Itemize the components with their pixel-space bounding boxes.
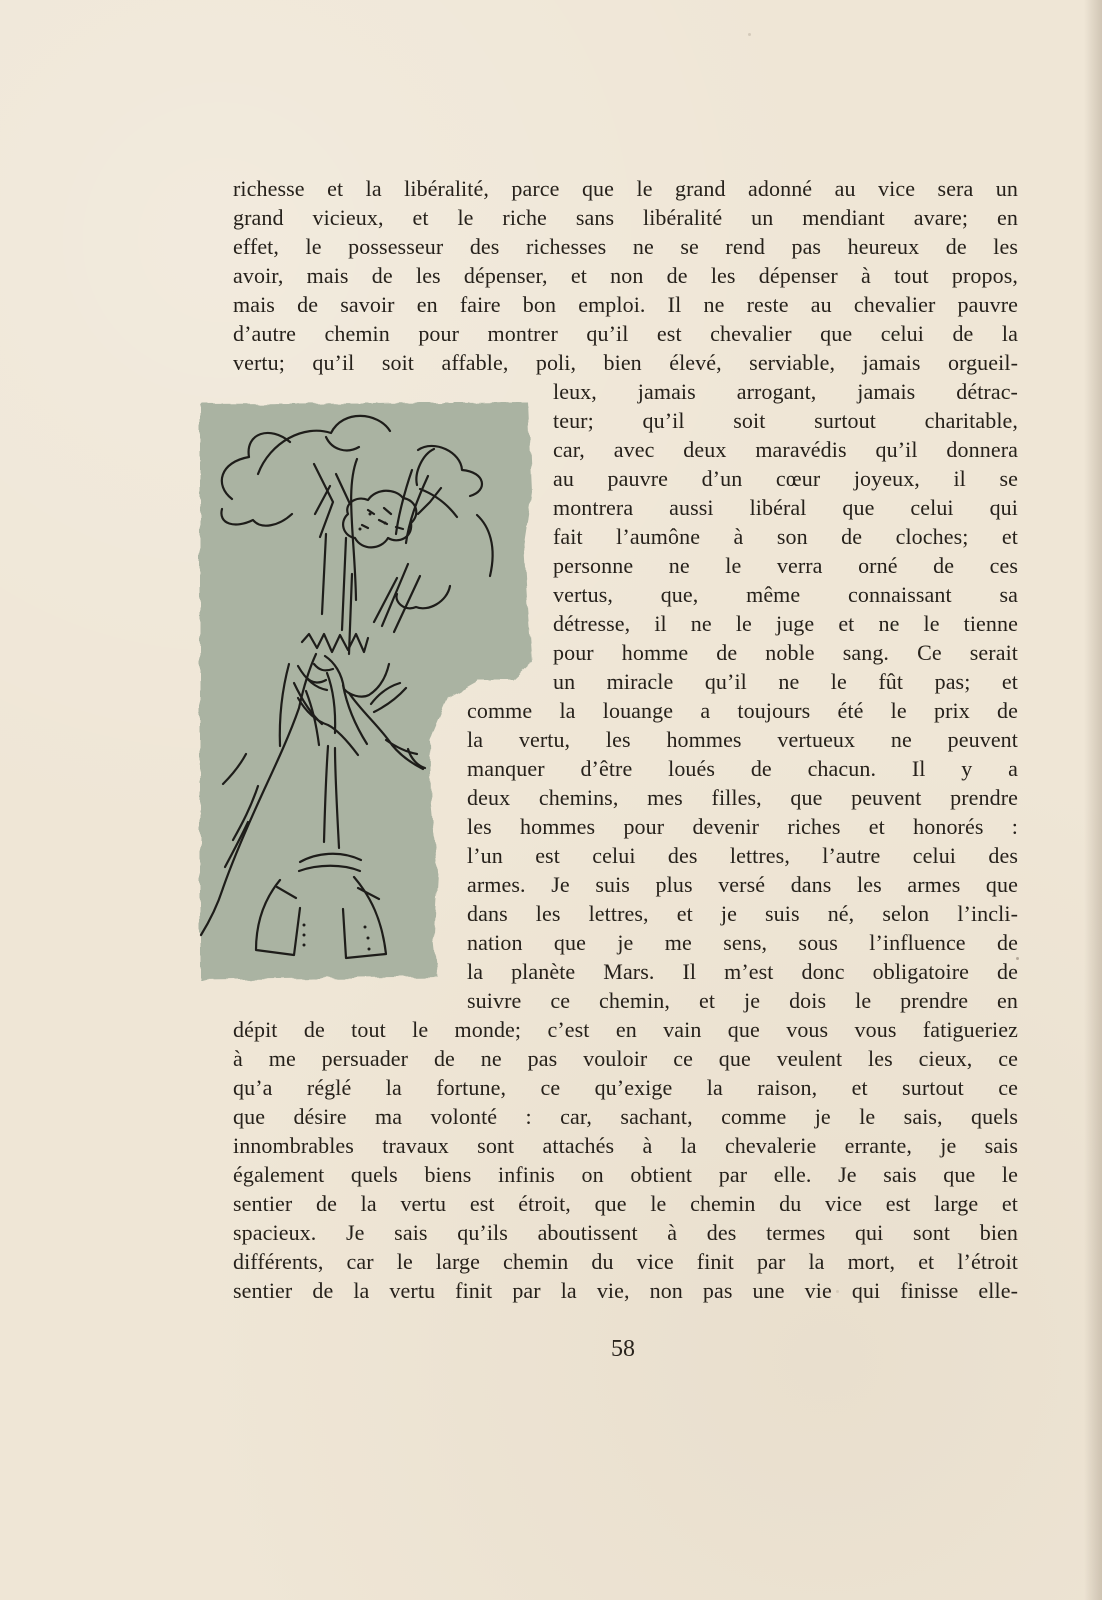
paper-speck	[748, 33, 751, 36]
text-line: car, avec deux maravédis qu’il donnera	[553, 437, 1018, 462]
text-line: personne ne le verra orné de ces	[553, 553, 1018, 578]
text-line: l’un est celui des lettres, l’autre celui des	[467, 843, 1018, 868]
text-line: au pauvre d’un cœur joyeux, il se	[553, 466, 1018, 491]
text-line: qu’a réglé la fortune, ce qu’exige la raison, et surtout ce	[233, 1075, 1018, 1100]
text-line: mais de savoir en faire bon emploi. Il ne reste au chevalier pauvre	[233, 292, 1018, 317]
text-line: spacieux. Je sais qu’ils aboutissent à des termes qui sont bien	[233, 1220, 1018, 1245]
text-line: vertu; qu’il soit affable, poli, bien élevé, serviable, jamais orgueil-	[233, 350, 1018, 375]
text-line: vertus, que, même connaissant sa	[553, 582, 1018, 607]
text-line: effet, le possesseur des richesses ne se rend pas heureux de les	[233, 234, 1018, 259]
text-line: innombrables travaux sont attachés à la chevalerie errante, je sais	[233, 1133, 1018, 1158]
text-line: nation que je me sens, sous l’influence de	[467, 930, 1018, 955]
text-line: leux, jamais arrogant, jamais détrac-	[553, 379, 1018, 404]
text-line: détresse, il ne le juge et ne le tienne	[553, 611, 1018, 636]
text-line: comme la louange a toujours été le prix de	[467, 698, 1018, 723]
text-line: la vertu, les hommes vertueux ne peuvent	[467, 727, 1018, 752]
text-line: pour homme de noble sang. Ce serait	[553, 640, 1018, 665]
text-line: armes. Je suis plus versé dans les armes que	[467, 872, 1018, 897]
text-line: grand vicieux, et le riche sans libéralité un mendiant avare; en	[233, 205, 1018, 230]
text-line: la planète Mars. Il m’est donc obligatoire de	[467, 959, 1018, 984]
text-line: les hommes pour devenir riches et honorés :	[467, 814, 1018, 839]
page-number: 58	[611, 1336, 635, 1362]
text-line: dans les lettres, et je suis né, selon l’incli-	[467, 901, 1018, 926]
text-line: avoir, mais de les dépenser, et non de les dépenser à tout propos,	[233, 263, 1018, 288]
text-line: richesse et la libéralité, parce que le grand adonné au vice sera un	[233, 176, 1018, 201]
page-gutter-shadow	[1084, 0, 1102, 1600]
text-line: un miracle qu’il ne le fût pas; et	[553, 669, 1018, 694]
text-line: teur; qu’il soit surtout charitable,	[553, 408, 1018, 433]
text-line: montrera aussi libéral que celui qui	[553, 495, 1018, 520]
text-line: sentier de la vertu est étroit, que le chemin du vice est large et	[233, 1191, 1018, 1216]
text-line: manquer d’être loués de chacun. Il y a	[467, 756, 1018, 781]
text-line: suivre ce chemin, et je dois le prendre en	[467, 988, 1018, 1013]
text-line: fait l’aumône à son de cloches; et	[553, 524, 1018, 549]
text-line: également quels biens infinis on obtient par elle. Je sais que le	[233, 1162, 1018, 1187]
text-line: dépit de tout le monde; c’est en vain que vous vous fatigueriez	[233, 1017, 1018, 1042]
text-line: d’autre chemin pour montrer qu’il est chevalier que celui de la	[233, 321, 1018, 346]
paper-speck	[1016, 957, 1019, 960]
text-line: différents, car le large chemin du vice finit par la mort, et l’étroit	[233, 1249, 1018, 1274]
main-text-block	[233, 174, 1018, 1305]
text-line: à me persuader de ne pas vouloir ce que veulent les cieux, ce	[233, 1046, 1018, 1071]
text-line: sentier de la vertu finit par la vie, non pas une vie qui finisse elle-	[233, 1278, 1018, 1303]
text-line: que désire ma volonté : car, sachant, comme je le sais, quels	[233, 1104, 1018, 1129]
text-line: deux chemins, mes filles, que peuvent prendre	[467, 785, 1018, 810]
paper-speck	[836, 1290, 839, 1293]
